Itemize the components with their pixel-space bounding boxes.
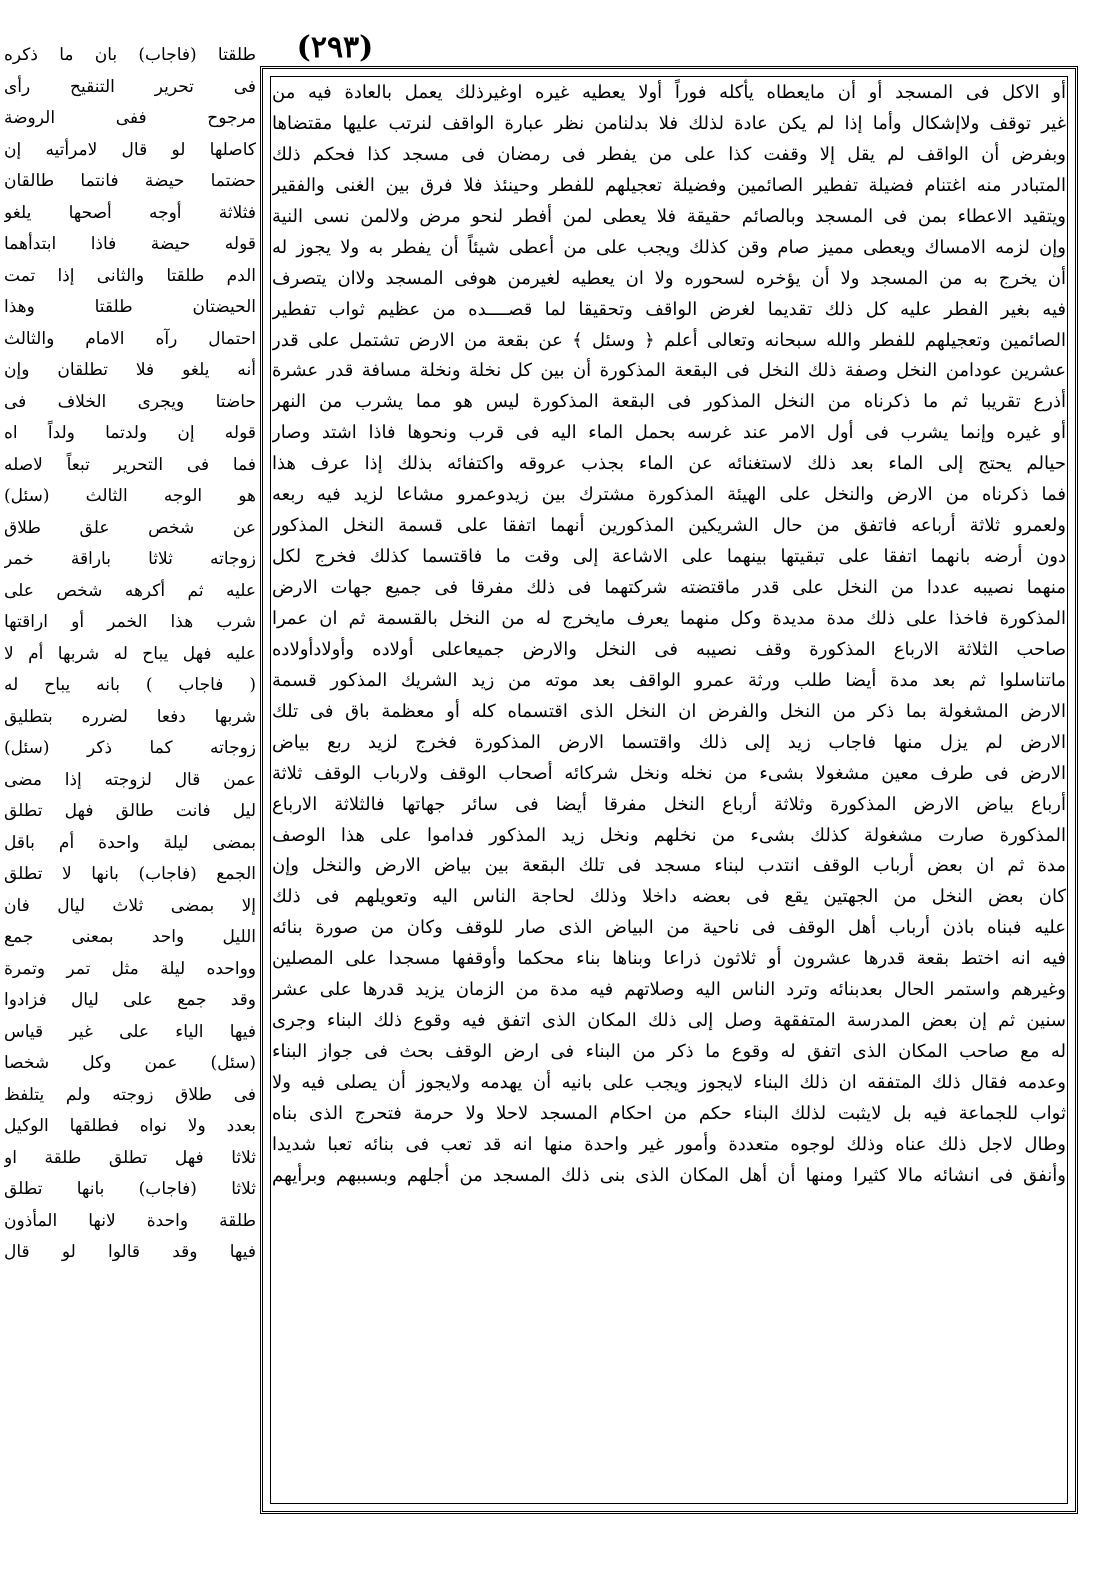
margin-line: (سئل) عمن وكل شخصا [4,1053,256,1073]
margin-line: شربها دفعا لضرره بتطليق [4,706,256,727]
margin-line: عليه فهل يباح له شربها أم لا [4,643,256,664]
main-line: المتبادر منه اغتنام فضيلة تفطير الصائمين وفضيلة تعجيلهم للفطر وحينئذ فلا فرق بين الغنى والفقير [272,174,1066,196]
main-line: الصائمين وتعجيلهم للفطر والله سبحانه وتعالى أعلم ﴿ وسئل ﴾ عن بقعة من الارض تشتمل على قدر [272,329,1066,351]
main-line: أو الاكل فى المسجد أو أن مايعطاه يأكله فوراً أولا يعطيه غيره اوغيرذلك يعمل بالعادة فيه من [272,82,1066,103]
margin-line: الدم طلقتا والثانى إذا تمت [4,265,256,286]
main-line: أو غيره وإنما يشرب فى أول الامر عند غرسه بحمل الماء اليه فى قرب ونحوها فاذا اشتد وصار [272,422,1066,444]
main-line: حيالم يحتج إلى الماء بعد ذلك لاستغنائه عن الماء بجذب عروقه واكتفائه بذلك إذا عرف هذا [272,453,1066,475]
main-line: سنين ثم إن بعض المدرسة المتفقهة وصل إلى ذلك المكان الذى اتفق فيه وقوع ذلك البناء وجرى [272,1010,1066,1032]
main-line: الارض المشغولة بما ذكر من النخل والفرض ان النخل الذى اقتسماه كله أو معظمة باق فى تلك [272,700,1066,722]
main-line: الارض فى طرف معين مشغولا بشىء من نخله ونخل شركائه أصحاب الوقف ولارباب الوقف ثلاثة [272,762,1066,784]
margin-line: عن شخص علق طلاق [4,517,256,538]
margin-line: زوجاته ثلاثا باراقة خمر [4,549,256,569]
margin-line: فى طلاق زوجته ولم يتلفظ [4,1084,256,1105]
main-line: أذرع تقريبا ثم ما ذكرناه من النخل المذكور فى البقعة المذكورة ليس هو مما يشرب من النهر [272,391,1066,413]
margin-line: طلقة واحدة لانها المأذون [4,1210,256,1231]
margin-line: بمضى ليلة واحدة أم باقل [4,832,256,853]
margin-line: أنه يلغو فلا تطلقان وإن [4,360,256,380]
margin-line: عليه ثم أكرهه شخص على [4,580,256,601]
margin-commentary [4,40,256,1520]
main-line: المذكورة فاخذا على ذلك مدة مديدة وكل منهما يعرف مايخرج له من النخل بالقسمة ثم ان عمرا [272,607,1066,629]
main-line: فما ذكرناه من الارض والنخل على الهيئة المذكورة مشترك بين زيدوعمرو مشاعا لزيد فيه ربعه [272,484,1066,506]
margin-line: بعدد ولا نواه فطلقها الوكيل [4,1116,256,1136]
main-line: وأنفق فى انشائه مالا كثيرا ومنها أن أهل المكان الذى بنى ذلك المسجد من أجلهم وبسببهم وبرأيهم [272,1164,1066,1186]
main-line: فيه بغير الفطر عليه كل ذلك تقديما لغرض الواقف وتحقيقا لما قصــــده من عظيم ثواب تفطير [272,298,1066,320]
main-line: مدة ثم ان بعض أرباب الوقف انتدب لبناء مسجد فى تلك البقعة بين بياض الارض والنخل وإن [272,855,1066,877]
margin-line: فى تحرير التنقيح رأى [4,76,256,97]
margin-line: حضتما حيضة فانتما طالقان [4,171,256,191]
margin-line: فيها الياء على غير قياس [4,1021,256,1042]
margin-line: قوله حيضة فاذا ابتدأهما [4,234,256,254]
main-line: عليه فبناه باذن أرباب أهل الوقف فى ناحية من البياض الذى صار للوقف وكان من صورة بنائه [272,917,1066,939]
margin-line: إلا بمضى ثلاث ليال فان [4,895,256,916]
main-line: ماتناسلوا ثم بعد مدة أيضا طلب ورثة عمرو الواقف بعد موته من زيد الشريك المذكور قسمة [272,669,1066,691]
margin-line: ثلاثا فهل تطلق طلقة او [4,1147,256,1168]
main-line: عشرين عودامن النخل وصفة ذلك النخل فى البقعة المذكورة أن بين كل نخلة ونخلة مسافة قدر عشرة [272,360,1066,382]
margin-line: فيها وقد قالوا لو قال [4,1242,256,1262]
margin-line: كاصلها لو قال لامرأتيه إن [4,139,256,160]
margin-line: الليل واحد بمعنى جمع [4,927,256,947]
main-line: المذكورة صارت مشغولة كذلك بشىء من نخلهم ونخل زيد المذكور فداموا على هذا الوصف [272,824,1066,846]
main-line: وطال لاجل ذلك عناه وذلك لوجوه متعددة وأمور غير واحدة منها انه قد تعب فى بنائه تعبا شديدا [272,1133,1066,1155]
main-text-block [272,78,1066,1502]
margin-line: وقد جمع على ليال فزادوا [4,990,256,1010]
margin-line: زوجاته كما ذكر (سئل) [4,738,256,758]
margin-line: احتمال رآه الامام والثالث [4,328,256,349]
main-line: أن يخرج به من المسجد ولا أن يؤخره لسحوره ولا ان يعطيه لغيرمن هوفى المسجد ولاان يتصرف [272,267,1066,289]
main-line: ثواب للجماعة فيه بل لايثبت لذلك البناء حكم من احكام المسجد لاحلا ولا حرمة فتحرج الذى بناه [272,1102,1066,1124]
main-line: كان بعض النخل من الجهتين يقع فى بعضه داخلا وذلك لحاجة الناس اليه وتعويلهم فى ذلك [272,886,1066,908]
margin-line: ليل فانت طالق فهل تطلق [4,801,256,821]
margin-line: حاضتا ويجرى الخلاف فى [4,391,256,412]
main-line: وغيرهم واستمر الحال بعدبنائه وترد الناس اليه وصلاتهم فيه مدة من الزمان يزيد قدرها على عشر [272,979,1066,1001]
main-line: الارض لم يزل منها فاجاب زيد إلى ذلك واقتسما الارض المذكورة فخرج لزيد ربع بياض [272,731,1066,753]
margin-line: مرجوح ففى الروضة [4,108,256,128]
page-number: (٢٩٣) [296,30,374,65]
margin-line: شرب هذا الخمر أو اراقتها [4,612,256,632]
main-line: وإن لزمه الامساك ويعطى مميز صام وقن كذلك ويجب على من أعطى شيئاً أن يفطر به ولا يجوز له [272,236,1066,258]
margin-line: الحيضتان طلقتا وهذا [4,297,256,317]
main-line: صاحب الثلاثة الارباع المذكورة وقف نصيبه فى النخل والارض جميعاعلى أولاده وأولادأولاده [272,638,1066,660]
main-line: غير توقف ولاإشكال وأما إذا لم يكن عادة لذلك فلا بدلنامن نظر عبارة الواقف لنرتب عليها مقتضاها [272,112,1066,134]
margin-line: ثلاثا (فاجاب) بانها تطلق [4,1179,256,1199]
margin-line: وواحده ليلة مثل تمر وتمرة [4,958,256,979]
main-line: منهما نصيبه عددا من النخل على قدر ماقتضته شركتهما فى ذلك مفرقا فى جميع جهات الارض [272,577,1066,598]
margin-line: فما فى التحرير تبعاً لاصله [4,454,256,475]
margin-line: ( فاجاب ) بانه يباح له [4,675,256,695]
margin-line: طلقتا (فاجاب) بان ما ذكره [4,45,256,65]
main-line: ولعمرو ثلاثة أرباعه فاتفق من حال الشريكين المذكورين أنهما اتفقا على قسمة النخل المذكور [272,515,1066,537]
margin-line: فثلاثة أوجه أصحها يلغو [4,202,256,223]
main-line: ويتقيد الاعطاء بمن فى المسجد وبالصائم حقيقة فلا يعطى لمن أفطر لنحو مرض ولالمن نسى النية [272,205,1066,227]
main-line: دون أرضه بانهما اتفقا على تبقيتها بينهما على الاشاعة إلى وقت ما فاقتسما كذلك فخرج لكل [272,546,1066,568]
margin-line: الجمع (فاجاب) بانها لا تطلق [4,864,256,884]
margin-line: عمن قال لزوجته إذا مضى [4,769,256,790]
main-line: وعدمه فقال ذلك المتفقه ان ذلك البناء لايجوز ويجب على بانيه أن يهدمه ولايجوز أن يصلى فيه ولا [272,1072,1066,1093]
main-line: أرباع بياض الارض المذكورة وثلاثة أرباع النخل مفرقا أيضا فى سائر جهاتها فالثلاثة الارباع [272,793,1066,815]
margin-line: قوله إن ولدتما ولداً اه [4,423,256,443]
main-line: وبفرض أن الواقف لم يقل إلا وقفت كذا على من يفطر فى رمضان فى مسجد كذا فحكم ذلك [272,143,1066,165]
main-line: فيه انه اختط بقعة قدرها عشرون أو ثلاثون ذراعا وبناها بناء محكما وأوقفها مسجدا على المصلين [272,948,1066,970]
main-line: له مع صاحب المكان الذى اتفق له وقوع ما ذكر من البناء فى ارض الوقف بحث فى جواز البناء [272,1041,1066,1063]
margin-line: هو الوجه الثالث (سئل) [4,486,256,506]
